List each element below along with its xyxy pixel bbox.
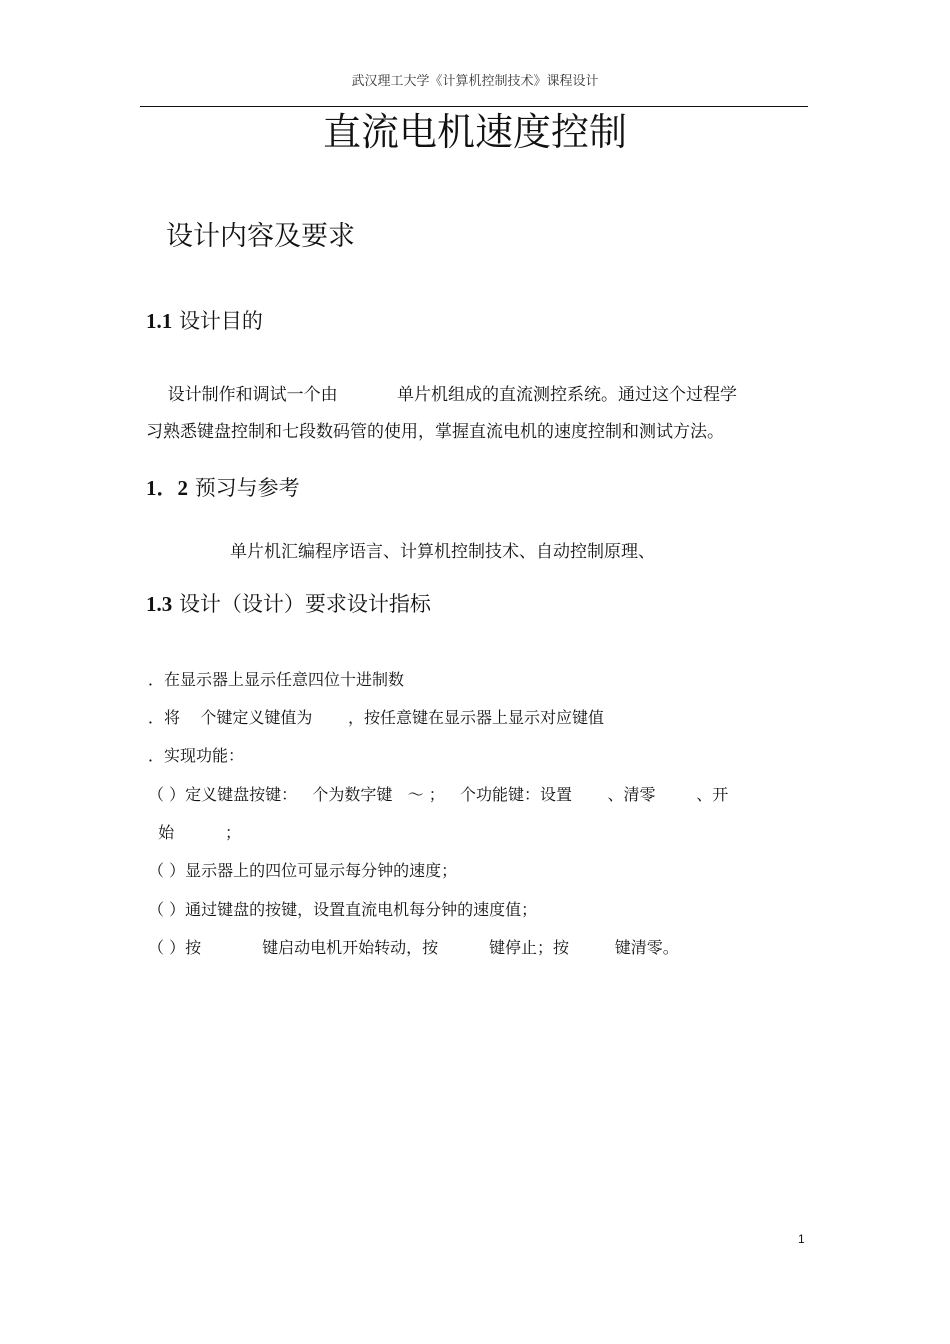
list-item: （ ）定义键盘按键： 个为数字键 ～ ； 个功能键：设置 、清零 、开 — [148, 785, 729, 804]
section-heading-1-3 — [146, 590, 431, 618]
list-item: ．将 个键定义键值为 ，按任意键在显示器上显示对应键值 — [148, 708, 604, 727]
section-number: 1．2 — [146, 476, 188, 500]
list-item: （ ）按 键启动电机开始转动，按 键停止；按 键清零。 — [148, 938, 679, 957]
paragraph-purpose — [146, 377, 810, 451]
list-item: （ ）显示器上的四位可显示每分钟的速度； — [148, 861, 458, 880]
section-heading-1-1 — [146, 307, 263, 335]
header-divider — [140, 106, 808, 107]
chapter-heading: 设计内容及要求 — [166, 221, 355, 252]
section-number: 1.3 — [146, 592, 173, 616]
document-title: 直流电机速度控制 — [322, 110, 627, 154]
section-title: 设计目的 — [178, 309, 263, 333]
list-item: ．实现功能： — [148, 746, 245, 765]
page-number: 1 — [798, 1232, 805, 1246]
section-number: 1.1 — [146, 309, 173, 333]
section-title: 设计（设计）要求设计指标 — [178, 592, 431, 616]
paragraph-reference — [230, 534, 810, 571]
page-header: 武汉理工大学《计算机控制技术》课程设计 — [351, 74, 599, 89]
list-item: ．在显示器上显示任意四位十进制数 — [148, 670, 405, 689]
list-item: 始 ； — [148, 823, 242, 842]
paragraph-line: 设计制作和调试一个由 单片机组成的直流测控系统。通过这个过程学 — [146, 385, 738, 405]
paragraph-line: 单片机汇编程序语言、计算机控制技术、自动控制原理、 — [230, 542, 655, 562]
section-title: 预习与参考 — [194, 476, 300, 500]
paragraph-line: 习熟悉键盘控制和七段数码管的使用，掌握直流电机的速度控制和测试方法。 — [146, 422, 724, 442]
list-item: （ ）通过键盘的按键，设置直流电机每分钟的速度值； — [148, 900, 538, 919]
section-heading-1-2 — [146, 474, 300, 502]
